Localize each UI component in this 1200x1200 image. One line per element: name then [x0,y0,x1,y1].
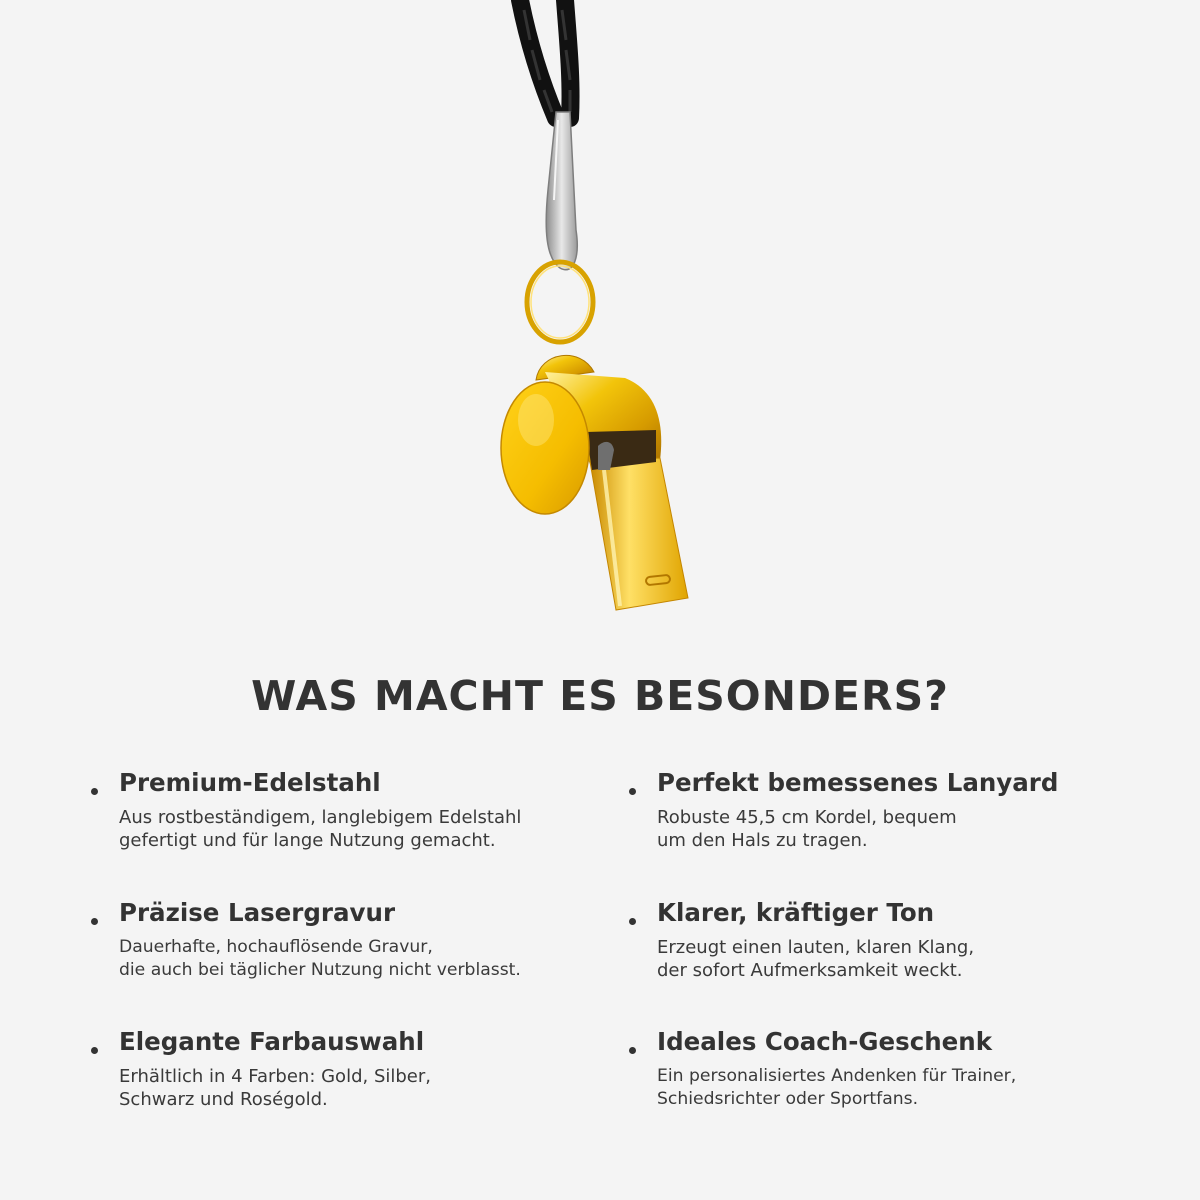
feature-description: Dauerhafte, hochauflösende Gravur, die auch bei täglicher Nutzung nicht verblasst. [119,937,521,980]
feature-title: Perfekt bemessenes Lanyard [657,768,1059,797]
headline: WAS MACHT ES BESONDERS? [251,672,949,720]
feature-description: Ein personalisiertes Andenken für Trainer, Schiedsrichter oder Sportfans. [657,1066,1017,1109]
feature-title: Elegante Farbauswahl [119,1027,425,1056]
bullet-icon [91,918,98,925]
feature-title: Premium-Edelstahl [119,768,381,797]
feature-color-choice [119,1027,639,1111]
feature-description: Robuste 45,5 cm Kordel, bequem um den Hals zu tragen. [657,807,957,851]
bullet-icon [629,788,636,795]
feature-lanyard [657,768,1177,852]
feature-clear-sound [657,898,1177,982]
feature-title: Ideales Coach-Geschenk [657,1027,993,1056]
feature-description: Aus rostbeständigem, langlebigem Edelstahl gefertigt und für lange Nutzung gemacht. [119,807,522,851]
feature-description: Erhältlich in 4 Farben: Gold, Silber, Schwarz und Roségold. [119,1066,431,1110]
feature-coach-gift [657,1027,1177,1111]
feature-title: Präzise Lasergravur [119,898,396,927]
bullet-icon [629,1047,636,1054]
feature-title: Klarer, kräftiger Ton [657,898,935,927]
bullet-icon [629,918,636,925]
feature-premium-steel [119,768,639,852]
bullet-icon [91,1047,98,1054]
feature-description: Erzeugt einen lauten, klaren Klang, der sofort Aufmerksamkeit weckt. [657,937,975,981]
feature-laser-engraving [119,898,639,982]
bullet-icon [91,788,98,795]
